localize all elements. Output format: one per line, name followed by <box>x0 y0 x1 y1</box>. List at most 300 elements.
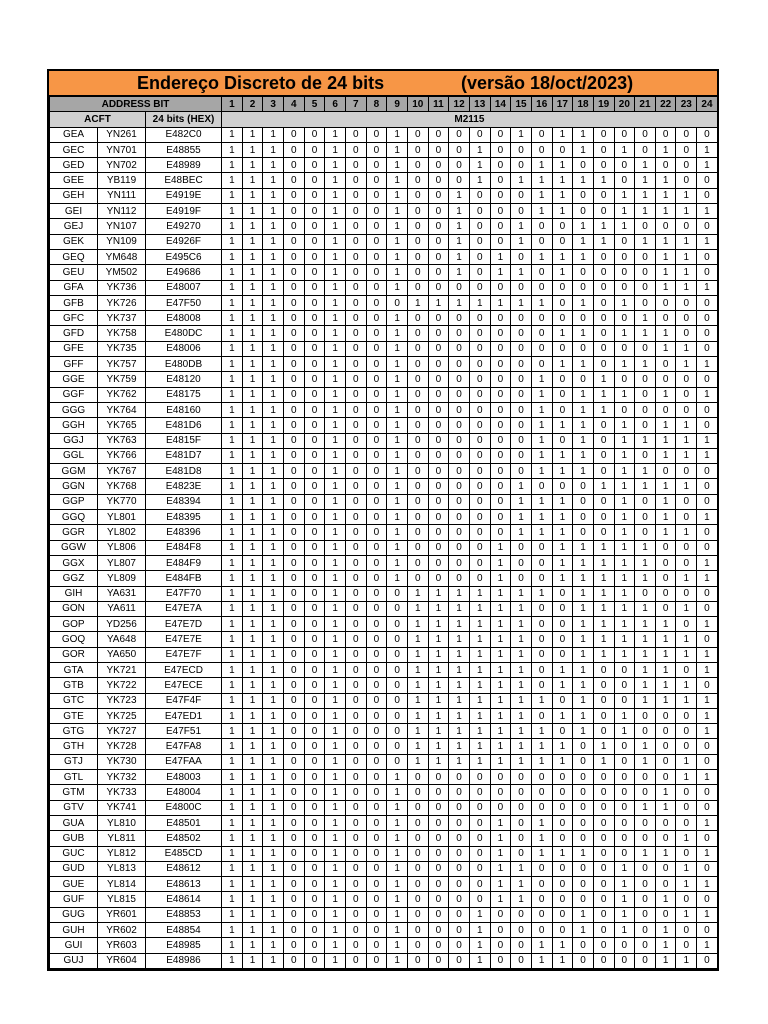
bit-cell: 1 <box>511 739 532 754</box>
bit-cell: 0 <box>697 464 718 479</box>
bit-cell: 0 <box>387 295 408 310</box>
registration-cell: YN702 <box>98 158 146 173</box>
bit-cell: 1 <box>490 739 511 754</box>
bit-cell: 1 <box>407 693 428 708</box>
bit-cell: 0 <box>614 754 635 769</box>
bit-cell: 1 <box>242 494 263 509</box>
bit-cell: 0 <box>655 555 676 570</box>
bit-cell: 1 <box>263 219 284 234</box>
bit-cell: 1 <box>655 234 676 249</box>
bit-cell: 1 <box>469 586 490 601</box>
bit-cell: 1 <box>387 555 408 570</box>
bit-cell: 1 <box>325 571 346 586</box>
bit-cell: 0 <box>284 800 305 815</box>
bit-cell: 1 <box>325 877 346 892</box>
bit-cell: 0 <box>614 249 635 264</box>
bit-cell: 1 <box>655 800 676 815</box>
table-row <box>50 158 718 173</box>
bit-cell: 0 <box>531 923 552 938</box>
bit-cell: 1 <box>325 601 346 616</box>
bit-cell: 0 <box>345 402 366 417</box>
bit-cell: 1 <box>449 739 470 754</box>
bit-cell: 0 <box>428 877 449 892</box>
bit-cell: 1 <box>697 662 718 677</box>
bit-cell: 1 <box>655 341 676 356</box>
bit-cell: 1 <box>552 525 573 540</box>
bit-cell: 1 <box>222 311 243 326</box>
acft-code-cell: GUH <box>50 923 98 938</box>
bit-cell: 1 <box>449 601 470 616</box>
bit-cell: 0 <box>304 464 325 479</box>
bit-cell: 0 <box>304 341 325 356</box>
bit-cell: 1 <box>325 464 346 479</box>
bit-cell: 0 <box>697 678 718 693</box>
bit-cell: 1 <box>387 173 408 188</box>
bit-cell: 0 <box>614 693 635 708</box>
bit-cell: 0 <box>345 372 366 387</box>
bit-cell: 1 <box>573 357 594 372</box>
bit-cell: 0 <box>697 861 718 876</box>
table-row <box>50 433 718 448</box>
bit-cell: 1 <box>242 357 263 372</box>
bit-cell: 0 <box>366 357 387 372</box>
bit-cell: 0 <box>407 770 428 785</box>
table-row <box>50 662 718 677</box>
acft-code-cell: GFC <box>50 311 98 326</box>
bit-cell: 0 <box>407 555 428 570</box>
bit-cell: 1 <box>635 357 656 372</box>
bit-cell: 0 <box>366 846 387 861</box>
bit-cell: 0 <box>407 815 428 830</box>
bit-cell: 0 <box>345 617 366 632</box>
bit-cell: 1 <box>325 525 346 540</box>
bit-cell: 0 <box>552 800 573 815</box>
bit-cell: 0 <box>635 831 656 846</box>
acft-code-cell: GGG <box>50 402 98 417</box>
bit-cell: 1 <box>263 923 284 938</box>
bit-cell: 1 <box>655 418 676 433</box>
bit-cell: 0 <box>676 815 697 830</box>
bit-cell: 1 <box>531 204 552 219</box>
bit-cell: 0 <box>676 724 697 739</box>
bit-cell: 0 <box>552 142 573 157</box>
table-row <box>50 953 718 968</box>
bit-cell: 0 <box>635 724 656 739</box>
bit-cell: 1 <box>552 448 573 463</box>
bit-cell: 1 <box>511 724 532 739</box>
bit-cell: 1 <box>263 173 284 188</box>
registration-cell: YK768 <box>98 479 146 494</box>
acft-code-cell: GFB <box>50 295 98 310</box>
bit-cell: 1 <box>325 907 346 922</box>
bit-cell: 1 <box>428 708 449 723</box>
bit-cell: 0 <box>655 601 676 616</box>
bit-cell: 1 <box>325 311 346 326</box>
bit-cell: 1 <box>614 433 635 448</box>
bit-cell: 0 <box>345 311 366 326</box>
bit-cell: 1 <box>552 754 573 769</box>
bit-cell: 0 <box>284 234 305 249</box>
registration-cell: YR602 <box>98 923 146 938</box>
acft-code-cell: GTM <box>50 785 98 800</box>
bit-cell: 0 <box>697 311 718 326</box>
bit-cell: 0 <box>511 357 532 372</box>
bit-cell: 1 <box>407 739 428 754</box>
bit-cell: 0 <box>284 448 305 463</box>
bit-cell: 1 <box>242 555 263 570</box>
bit-cell: 1 <box>407 617 428 632</box>
bit-cell: 1 <box>263 464 284 479</box>
bit-number-header: 13 <box>469 97 490 112</box>
bit-cell: 1 <box>552 938 573 953</box>
bit-number-header: 10 <box>407 97 428 112</box>
bit-cell: 0 <box>697 632 718 647</box>
bit-cell: 0 <box>697 127 718 142</box>
bit-cell: 1 <box>614 907 635 922</box>
address-table <box>49 96 718 969</box>
bit-cell: 1 <box>242 632 263 647</box>
bit-cell: 0 <box>345 234 366 249</box>
bit-cell: 0 <box>449 158 470 173</box>
acft-code-cell: GEK <box>50 234 98 249</box>
bit-cell: 1 <box>490 724 511 739</box>
bit-cell: 0 <box>366 326 387 341</box>
bit-cell: 0 <box>697 525 718 540</box>
bit-cell: 0 <box>449 387 470 402</box>
bit-cell: 0 <box>366 249 387 264</box>
bit-cell: 0 <box>676 127 697 142</box>
bit-cell: 0 <box>304 678 325 693</box>
bit-cell: 1 <box>655 326 676 341</box>
bit-cell: 1 <box>449 219 470 234</box>
bit-cell: 0 <box>407 402 428 417</box>
bit-cell: 1 <box>222 724 243 739</box>
bit-cell: 1 <box>387 846 408 861</box>
bit-cell: 1 <box>614 632 635 647</box>
bit-cell: 0 <box>304 632 325 647</box>
bit-cell: 0 <box>531 877 552 892</box>
bit-cell: 0 <box>284 127 305 142</box>
bit-cell: 0 <box>593 708 614 723</box>
hex-address-cell: E49686 <box>146 265 222 280</box>
bit-cell: 0 <box>635 923 656 938</box>
bit-cell: 0 <box>697 601 718 616</box>
bit-cell: 1 <box>263 724 284 739</box>
bit-cell: 0 <box>345 357 366 372</box>
bit-cell: 0 <box>511 188 532 203</box>
bit-cell: 1 <box>325 158 346 173</box>
bit-cell: 1 <box>635 464 656 479</box>
bit-cell: 0 <box>304 953 325 968</box>
bit-cell: 0 <box>635 219 656 234</box>
bit-cell: 1 <box>263 907 284 922</box>
table-row <box>50 510 718 525</box>
bit-cell: 1 <box>387 494 408 509</box>
bit-cell: 1 <box>222 127 243 142</box>
bit-cell: 0 <box>304 295 325 310</box>
bit-cell: 0 <box>428 571 449 586</box>
bit-cell: 0 <box>407 173 428 188</box>
bit-cell: 0 <box>345 693 366 708</box>
bit-cell: 1 <box>242 265 263 280</box>
bit-cell: 0 <box>635 861 656 876</box>
bit-cell: 0 <box>676 326 697 341</box>
bit-cell: 1 <box>325 632 346 647</box>
bit-cell: 0 <box>635 770 656 785</box>
bit-cell: 0 <box>284 433 305 448</box>
bit-cell: 1 <box>387 907 408 922</box>
bit-cell: 1 <box>511 173 532 188</box>
bit-cell: 0 <box>407 800 428 815</box>
bit-cell: 0 <box>366 158 387 173</box>
bit-cell: 1 <box>263 571 284 586</box>
bit-cell: 0 <box>531 219 552 234</box>
bit-cell: 0 <box>428 479 449 494</box>
acft-code-cell: GEH <box>50 188 98 203</box>
bit-cell: 1 <box>222 938 243 953</box>
bit-cell: 1 <box>676 341 697 356</box>
bit-cell: 0 <box>655 831 676 846</box>
bit-cell: 1 <box>511 632 532 647</box>
bit-cell: 1 <box>655 188 676 203</box>
bit-cell: 1 <box>242 907 263 922</box>
table-row <box>50 311 718 326</box>
bit-cell: 1 <box>242 295 263 310</box>
bit-cell: 0 <box>366 555 387 570</box>
bit-cell: 0 <box>655 571 676 586</box>
acft-code-cell: GGQ <box>50 510 98 525</box>
bit-cell: 1 <box>325 249 346 264</box>
bit-cell: 1 <box>325 617 346 632</box>
registration-cell: YK733 <box>98 785 146 800</box>
bit-cell: 0 <box>490 448 511 463</box>
bit-cell: 1 <box>222 923 243 938</box>
bit-cell: 0 <box>511 158 532 173</box>
hex-address-cell: E48614 <box>146 892 222 907</box>
bit-cell: 0 <box>552 280 573 295</box>
bit-cell: 1 <box>242 938 263 953</box>
acft-header: ACFT <box>50 112 146 127</box>
registration-cell: YK758 <box>98 326 146 341</box>
bit-cell: 0 <box>284 632 305 647</box>
bit-cell: 1 <box>449 249 470 264</box>
registration-cell: YK725 <box>98 708 146 723</box>
bit-cell: 0 <box>345 464 366 479</box>
bit-cell: 0 <box>552 892 573 907</box>
bit-cell: 0 <box>284 923 305 938</box>
bit-cell: 0 <box>366 586 387 601</box>
hex-address-cell: E48120 <box>146 372 222 387</box>
bit-cell: 1 <box>511 525 532 540</box>
bit-cell: 0 <box>655 724 676 739</box>
bit-cell: 0 <box>697 295 718 310</box>
bit-cell: 1 <box>242 234 263 249</box>
bit-cell: 0 <box>655 540 676 555</box>
bit-cell: 0 <box>387 739 408 754</box>
bit-cell: 1 <box>325 815 346 830</box>
bit-cell: 1 <box>676 861 697 876</box>
table-row <box>50 464 718 479</box>
acft-code-cell: GOQ <box>50 632 98 647</box>
table-row <box>50 525 718 540</box>
bit-cell: 0 <box>614 785 635 800</box>
bit-cell: 0 <box>614 938 635 953</box>
bit-cell: 0 <box>469 785 490 800</box>
bit-cell: 0 <box>284 647 305 662</box>
bit-cell: 1 <box>676 831 697 846</box>
registration-cell: YK764 <box>98 402 146 417</box>
bit-cell: 1 <box>655 280 676 295</box>
acft-code-cell: GGE <box>50 372 98 387</box>
bit-cell: 1 <box>676 953 697 968</box>
bit-cell: 1 <box>407 724 428 739</box>
bit-cell: 0 <box>635 127 656 142</box>
bit-cell: 1 <box>222 861 243 876</box>
bit-cell: 0 <box>345 479 366 494</box>
bit-cell: 1 <box>573 907 594 922</box>
bit-cell: 0 <box>635 586 656 601</box>
hex-address-cell: E48007 <box>146 280 222 295</box>
bit-cell: 1 <box>635 754 656 769</box>
bit-cell: 0 <box>428 204 449 219</box>
table-row <box>50 800 718 815</box>
bit-cell: 0 <box>593 510 614 525</box>
bit-cell: 1 <box>635 601 656 616</box>
bit-cell: 1 <box>614 387 635 402</box>
bit-cell: 1 <box>697 357 718 372</box>
bit-cell: 0 <box>573 877 594 892</box>
hex-address-cell: E48986 <box>146 953 222 968</box>
hex-address-cell: E48502 <box>146 831 222 846</box>
bit-cell: 1 <box>387 571 408 586</box>
bit-cell: 0 <box>655 402 676 417</box>
bit-cell: 1 <box>697 877 718 892</box>
bit-cell: 1 <box>428 693 449 708</box>
bit-cell: 0 <box>407 158 428 173</box>
bit-cell: 1 <box>407 647 428 662</box>
bit-cell: 0 <box>593 938 614 953</box>
bit-cell: 0 <box>531 357 552 372</box>
bit-cell: 1 <box>263 265 284 280</box>
bit-number-header-row <box>50 97 718 112</box>
bit-cell: 1 <box>676 418 697 433</box>
bit-cell: 1 <box>573 647 594 662</box>
bit-cell: 0 <box>449 433 470 448</box>
bit-cell: 1 <box>511 295 532 310</box>
bit-cell: 1 <box>531 249 552 264</box>
bit-cell: 1 <box>387 142 408 157</box>
bit-cell: 1 <box>387 188 408 203</box>
hex-address-cell: E47E7D <box>146 617 222 632</box>
bit-cell: 1 <box>635 540 656 555</box>
bit-cell: 0 <box>428 448 449 463</box>
bit-cell: 1 <box>593 647 614 662</box>
bit-cell: 0 <box>428 311 449 326</box>
bit-cell: 1 <box>387 402 408 417</box>
bit-cell: 1 <box>655 479 676 494</box>
bit-cell: 0 <box>407 249 428 264</box>
bit-number-header: 3 <box>263 97 284 112</box>
acft-code-cell: GTJ <box>50 754 98 769</box>
bit-cell: 1 <box>449 617 470 632</box>
bit-cell: 1 <box>531 173 552 188</box>
acft-code-cell: GOR <box>50 647 98 662</box>
bit-cell: 1 <box>407 754 428 769</box>
bit-cell: 0 <box>304 770 325 785</box>
bit-cell: 1 <box>490 877 511 892</box>
bit-cell: 1 <box>635 311 656 326</box>
bit-cell: 0 <box>304 923 325 938</box>
hex-address-cell: E495C6 <box>146 249 222 264</box>
bit-cell: 0 <box>407 571 428 586</box>
bit-cell: 1 <box>325 831 346 846</box>
bit-cell: 0 <box>469 341 490 356</box>
bit-cell: 0 <box>593 877 614 892</box>
bit-cell: 1 <box>593 372 614 387</box>
bit-cell: 0 <box>490 219 511 234</box>
bit-cell: 0 <box>304 861 325 876</box>
bit-cell: 1 <box>263 861 284 876</box>
bit-cell: 0 <box>635 907 656 922</box>
bit-cell: 0 <box>614 265 635 280</box>
bit-cell: 0 <box>531 800 552 815</box>
bit-cell: 1 <box>676 525 697 540</box>
bit-cell: 0 <box>593 158 614 173</box>
bit-cell: 1 <box>242 173 263 188</box>
bit-cell: 0 <box>614 311 635 326</box>
bit-cell: 1 <box>222 662 243 677</box>
bit-cell: 1 <box>676 188 697 203</box>
bit-cell: 0 <box>614 678 635 693</box>
bit-cell: 1 <box>222 510 243 525</box>
bit-cell: 1 <box>387 770 408 785</box>
bit-cell: 1 <box>222 433 243 448</box>
table-row <box>50 678 718 693</box>
bit-cell: 1 <box>490 632 511 647</box>
bit-cell: 1 <box>552 708 573 723</box>
bit-cell: 0 <box>490 433 511 448</box>
bit-cell: 0 <box>304 219 325 234</box>
bit-cell: 1 <box>387 510 408 525</box>
bit-cell: 0 <box>304 357 325 372</box>
bit-cell: 0 <box>531 632 552 647</box>
bit-cell: 1 <box>222 907 243 922</box>
bit-cell: 1 <box>469 923 490 938</box>
bit-cell: 0 <box>635 372 656 387</box>
bit-cell: 1 <box>490 265 511 280</box>
registration-cell: YL802 <box>98 525 146 540</box>
bit-cell: 0 <box>284 678 305 693</box>
bit-cell: 0 <box>635 295 656 310</box>
bit-cell: 0 <box>635 815 656 830</box>
bit-cell: 1 <box>222 357 243 372</box>
bit-cell: 0 <box>573 479 594 494</box>
bit-cell: 0 <box>345 632 366 647</box>
bit-cell: 0 <box>428 265 449 280</box>
bit-cell: 1 <box>635 617 656 632</box>
bit-cell: 0 <box>697 953 718 968</box>
bit-cell: 0 <box>635 785 656 800</box>
bit-cell: 0 <box>614 234 635 249</box>
bit-cell: 0 <box>469 464 490 479</box>
bit-cell: 0 <box>593 357 614 372</box>
bit-cell: 1 <box>222 953 243 968</box>
bit-cell: 1 <box>655 387 676 402</box>
bit-cell: 0 <box>552 815 573 830</box>
registration-cell: YN261 <box>98 127 146 142</box>
bit-cell: 1 <box>222 555 243 570</box>
bit-cell: 0 <box>511 923 532 938</box>
